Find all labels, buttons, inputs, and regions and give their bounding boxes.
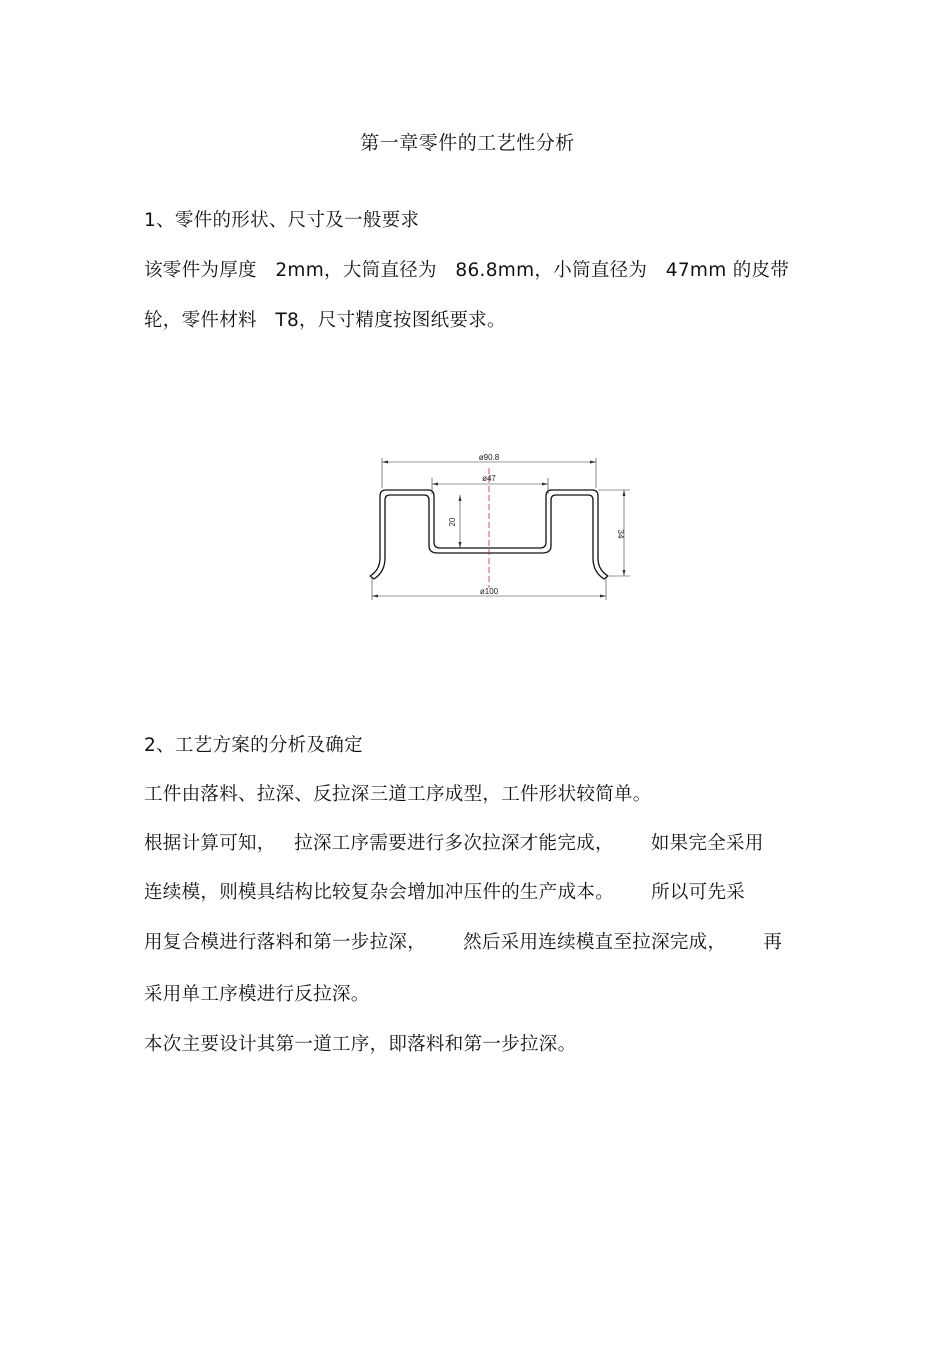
- dim-depth-inner: 20: [448, 517, 457, 527]
- section2-line-3: 连续模，则模具结构比较复杂会增加冲压件的生产成本。 所以可先采: [144, 882, 746, 903]
- section2-line-1: 工件由落料、拉深、反拉深三道工序成型，工件形状较简单。: [144, 784, 652, 805]
- section1-line-2: 轮，零件材料 T8，尺寸精度按图纸要求。: [144, 310, 506, 331]
- section2-line-2: 根据计算可知， 拉深工序需要进行多次拉深才能完成， 如果完全采用: [144, 833, 764, 854]
- section2-heading: 2、工艺方案的分析及确定: [144, 735, 363, 756]
- section2-line-4: 用复合模进行落料和第一步拉深， 然后采用连续模直至拉深完成， 再: [144, 932, 783, 953]
- dim-bottom: ø100: [479, 587, 499, 596]
- part-drawing: [360, 448, 630, 612]
- section2-line-6: 本次主要设计其第一道工序，即落料和第一步拉深。: [144, 1034, 577, 1055]
- dim-top-outer: ø90.8: [478, 453, 500, 462]
- section1-heading: 1、零件的形状、尺寸及一般要求: [144, 210, 420, 231]
- page-title: 第一章零件的工艺性分析: [360, 132, 575, 154]
- section1-line-1: 该零件为厚度 2mm，大筒直径为 86.8mm，小筒直径为 47mm 的皮带: [144, 260, 790, 281]
- dim-top-inner: ø47: [482, 474, 496, 483]
- dim-height-total: 34: [616, 529, 625, 539]
- section2-line-5: 采用单工序模进行反拉深。: [144, 984, 370, 1005]
